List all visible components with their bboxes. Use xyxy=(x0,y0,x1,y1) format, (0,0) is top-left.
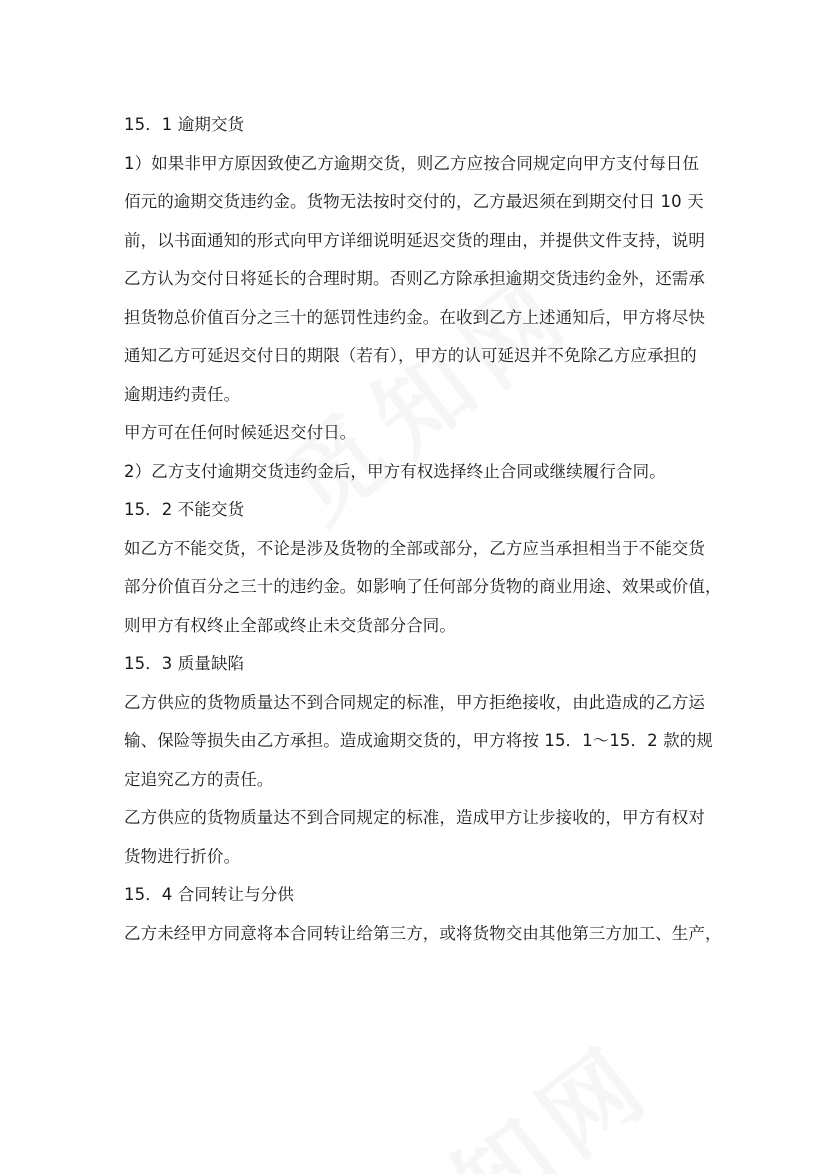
paragraph-line: 逾期违约责任。 xyxy=(124,384,241,404)
paragraph-line: 甲方可在任何时候延迟交付日。 xyxy=(124,423,357,442)
watermark-bottom xyxy=(333,976,706,1174)
paragraph-line: 担货物总价值百分之三十的惩罚性违约金。在收到乙方上述通知后，甲方将尽快 xyxy=(124,307,705,327)
heading-15-4: 15．4 合同转让与分供 xyxy=(124,885,294,904)
paragraph-line: 通知乙方可延迟交付日的期限（若有），甲方的认可延迟并不免除乙方应承担的 xyxy=(124,346,697,365)
paragraph-line: 输、保险等损失由乙方承担。造成逾期交货的，甲方将按 15．1～15．2 款的规 xyxy=(124,731,713,750)
paragraph-line: 乙方供应的货物质量达不到合同规定的标准，造成甲方让步接收的，甲方有权对 xyxy=(124,808,705,827)
paragraph-line: 乙方供应的货物质量达不到合同规定的标准，甲方拒绝接收，由此造成的乙方运 xyxy=(124,692,705,712)
paragraph-line: 部分价值百分之三十的违约金。如影响了任何部分货物的商业用途、效果或价值， xyxy=(124,577,722,596)
paragraph-line: 2）乙方支付逾期交货违约金后，甲方有权选择终止合同或继续履行合同。 xyxy=(124,461,666,481)
paragraph-line: 如乙方不能交货，不论是涉及货物的全部或部分，乙方应当承担相当于不能交货 xyxy=(124,538,705,558)
paragraph-line: 定追究乙方的责任。 xyxy=(124,769,274,789)
heading-15-3: 15．3 质量缺陷 xyxy=(124,654,245,673)
heading-15-2: 15．2 不能交货 xyxy=(124,500,245,519)
paragraph-line: 货物进行折价。 xyxy=(124,846,241,866)
paragraph-line: 前，以书面通知的形式向甲方详细说明延迟交货的理由，并提供文件支持，说明 xyxy=(124,230,705,250)
paragraph-line: 乙方未经甲方同意将本合同转让给第三方，或将货物交由其他第三方加工、生产， xyxy=(124,923,722,943)
heading-15-1: 15．1 逾期交货 xyxy=(124,115,245,134)
paragraph-line: 佰元的逾期交货违约金。货物无法按时交付的，乙方最迟须在到期交付日 10 天 xyxy=(124,192,704,211)
document-body xyxy=(124,106,724,953)
paragraph-line: 乙方认为交付日将延长的合理时期。否则乙方除承担逾期交货违约金外，还需承 xyxy=(124,269,705,288)
paragraph-line: 1）如果非甲方原因致使乙方逾期交货，则乙方应按合同规定向甲方支付每日伍 xyxy=(124,153,699,173)
paragraph-line: 则甲方有权终止全部或终止未交货部分合同。 xyxy=(124,615,456,635)
